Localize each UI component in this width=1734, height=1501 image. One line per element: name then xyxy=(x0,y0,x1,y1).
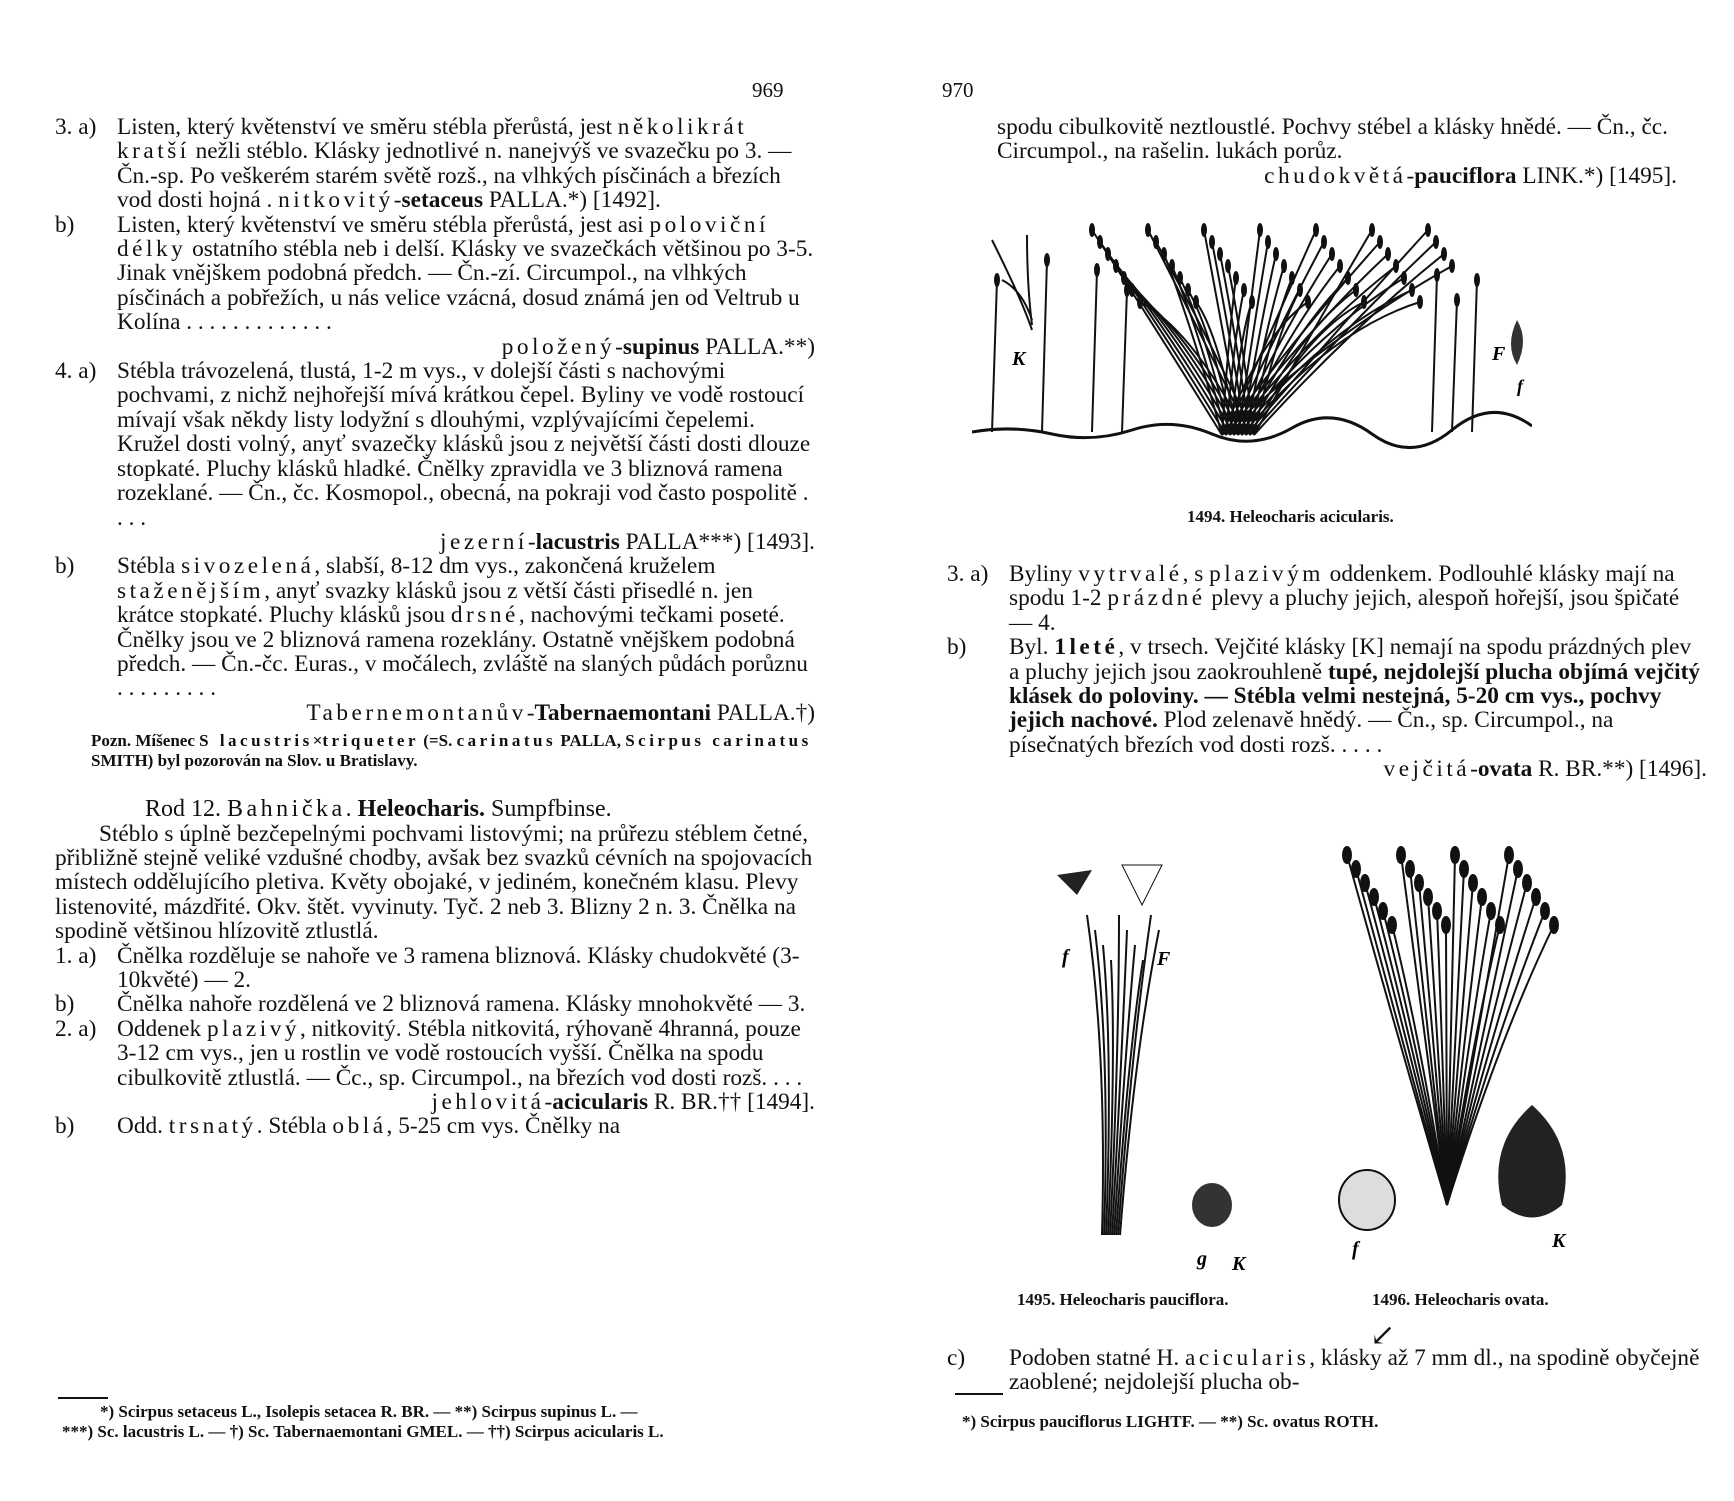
figure-letter-g: g xyxy=(1197,1248,1207,1270)
entry-label: b) xyxy=(55,553,75,580)
entry-text: Oddenek plazivý, nitkovitý. Stébla nitkovitá, rýhovaně 4hranná, pouze 3-12 cm vys., jen u rostlin ve vodě rostoucích vyšší. Čnělka na spodu cibulkovitě ztlustlá. — Čc., sp. Circumpol., na březích vod dosti rozš. . . . jehlovitá-acicularis R. BR.†† [1494]. xyxy=(117,1015,815,1116)
footnote-rule-right xyxy=(955,1393,1003,1395)
entry-label: 2. a) xyxy=(55,1015,97,1042)
arrow-mark: ↙ xyxy=(1370,1319,1396,1352)
key-entry xyxy=(55,554,815,725)
figure-1494-heleocharis-acicularis xyxy=(972,220,1532,500)
entry-text: Stébla sivozelená, slabší, 8-12 dm vys., zakončená kruželem staženějším, anyť svazky klásků jsou z větší části přisedlé n. jen krátce stopkaté. Pluchy klásků jsou drsné, nachovými tečkami poseté. Čnělky jsou ve 2 bliznová ramena rozeklány. Ostatně vnějškem podobná předch. — Čn.-čc. Euras., v močálech, zvláště na slaných půdách porůznu . . . . . . . . . Tabernemontanův-Tabernaemontani PALLA.†) xyxy=(117,553,815,726)
key-entry xyxy=(55,1017,815,1115)
entry-text: Čnělka rozděluje se nahoře ve 3 ramena bliznová. Klásky chudokvěté (3-10květé) — 2. xyxy=(117,942,800,993)
entry-label: 3. a) xyxy=(947,561,989,587)
page-number-right: 970 xyxy=(942,78,974,102)
figure-letter-F-1495: F xyxy=(1157,948,1171,970)
entry-text: Stébla trávozelená, tlustá, 1-2 m vys., v dolejší části s nachovými pochvami, z nichž nejhořejší mívá krátkou čepel. Byliny ve vodě rostoucí mívají však někdy listy lodyžní s dlouhými, vzplývajícími čepelemi. Kružel dosti volný, anyť svazečky klásků jsou z největší části dosti dlouze stopkaté. Pluchy klásků hladké. Čnělky zpravidla ve 3 bliznová ramena rozeklané. — Čn., čc. Kosmopol., obecná, na pokraji vod často pospolitě . . . . jezerní-lacustris PALLA***) [1493]. xyxy=(117,358,815,555)
footnote-line-2: ***) Sc. lacustris L. — †) Sc. Tabernaemontani GMEL. — ††) Scirpus acicularis L. xyxy=(62,1422,664,1441)
entry-text: Byliny vytrvalé, s plazivým oddenkem. Podlouhlé klásky mají na spodu 1-2 prázdné plevy a pluchy jejich, alespoň hořejší, jsou špičaté — 4. xyxy=(1009,561,1680,636)
key-entry xyxy=(55,213,815,359)
genus-description: Stéblo s úplně bezčepelnými pochvami listovými; na průřezu stéblem četné, přibližně stejně veliké vzdušné chodby, avšak bez svazků cévních na spojovacích místech oddělujícího pletiva. Květy obojaké, v jediném, konečném klasu. Plevy listenovité, mázdřité. Okv. štět. vyvinuty. Tyč. 2 neb 3. Blizny 2 n. 3. Čnělka na spodině většinou hlízovitě ztlustlá. xyxy=(55,820,813,945)
figure-letter-F: F xyxy=(1492,343,1506,365)
entry-text: Listen, který květenství ve směru stébla přerůstá, jest asi poloviční délky ostatního stébla neb i delší. Klásky ve svazečkách většinou po 3-5. Jinak vnějškem podobná předch. — Čn.-zí. Circumpol., na vlhkých písčinách a pobřežích, u nás velice vzácná, dosud známá jen od Veltrub u Kolína . . . . . . . . . . . . . položený-supinus PALLA.**) xyxy=(117,211,815,360)
entry-label: c) xyxy=(947,1345,966,1371)
caption-1495: 1495. Heleocharis pauciflora. xyxy=(1017,1290,1229,1309)
footnote-line-1: *) Scirpus setaceus L., Isolepis setacea R. BR. — **) Scirpus supinus L. — xyxy=(100,1402,638,1421)
entry-label: b) xyxy=(55,211,75,238)
caption-1496: 1496. Heleocharis ovata. xyxy=(1372,1290,1549,1309)
key-entry xyxy=(55,1114,815,1138)
figure-1496-heleocharis-ovata xyxy=(1307,835,1607,1275)
key-entry xyxy=(55,992,815,1016)
key-entries-scirpus xyxy=(55,115,815,725)
entry-label: 1. a) xyxy=(55,942,97,969)
figure-1495-heleocharis-pauciflora xyxy=(1047,855,1307,1275)
figure-letter-f-1495: f xyxy=(1062,946,1069,968)
figure-letter-f: f xyxy=(1517,376,1523,396)
figure-letter-K-1495: K xyxy=(1232,1253,1246,1275)
continuation-text: spodu cibulkovitě neztloustlé. Pochvy stébel a klásky hnědé. — Čn., čc. Circumpol., na rašelin. lukách porůz. chudokvětá-pauciflora LINK.*) [1495]. xyxy=(997,114,1677,189)
entry-text: Odd. trsnatý. Stébla oblá, 5-25 cm vys. Čnělky na xyxy=(117,1113,621,1140)
entry-c xyxy=(947,1346,1707,1395)
key-entry xyxy=(55,115,815,213)
entry-text: Čnělka nahoře rozdělená ve 2 bliznová ramena. Klásky mnohokvěté — 3. xyxy=(117,991,806,1018)
entry-text: Byl. 1leté, v trsech. Vejčité klásky [K] nemají na spodu prázdných plev a pluchy jejich jsou zaokrouhleně tupé, nejdolejší plucha objímá vejčitý klásek do poloviny. — Stébla velmi nestejná, 5-20 cm vys., pochvy jejich nachové. Plod zelenavě hnědý. — Čn., sp. Circumpol., na písečnatých březích vod dosti rozš. . . . . vejčitá-ovata R. BR.**) [1496]. xyxy=(1009,634,1707,783)
entry-label: b) xyxy=(947,634,967,661)
key-entries-right xyxy=(947,562,1707,782)
key-entries-heleocharis xyxy=(55,944,815,1139)
hybrid-note: Pozn. Míšenec S lacustris×triqueter (=S. carinatus PALLA, Scirpus carinatus SMITH) byl pozorován na Slov. u Bratislavy. xyxy=(91,731,812,771)
key-entry xyxy=(947,635,1707,781)
key-entry xyxy=(55,359,815,554)
footnote-right: *) Scirpus pauciflorus LIGHTF. — **) Sc. ovatus ROTH. xyxy=(962,1412,1379,1431)
genus-heading: Rod 12. Bahnička. Heleocharis. Sumpfbinse. xyxy=(145,796,612,823)
page-number-left: 969 xyxy=(752,78,784,102)
figure-letter-K: K xyxy=(1012,348,1026,370)
entry-label: b) xyxy=(55,991,75,1018)
key-entry xyxy=(55,944,815,993)
entry-label: b) xyxy=(55,1113,75,1140)
footnote-rule xyxy=(58,1397,108,1399)
entry-label: 4. a) xyxy=(55,358,97,385)
figure-letter-K-1496: K xyxy=(1552,1230,1566,1252)
key-entry xyxy=(947,562,1707,635)
left-text-column xyxy=(55,115,815,1139)
figure-letter-f-1496: f xyxy=(1352,1238,1359,1260)
entry-label: 3. a) xyxy=(55,114,97,140)
entry-text: Listen, který květenství ve směru stébla přerůstá, jest několikrát kratší nežli stéblo. Klásky jednotlivé n. nanejvýš ve svazečku po 3. — Čn.-sp. Po veškerém starém světě rozš., na vlhkých písčinách a březích vod dosti hojná . nitkovitý-setaceus PALLA.*) [1492]. xyxy=(117,114,792,214)
caption-1494: 1494. Heleocharis acicularis. xyxy=(1187,507,1394,526)
entry-text: Podoben statné H. acicularis, klásky až 7 mm dl., na spodině obyčejně zaoblené; nejdolejší plucha ob- xyxy=(1009,1345,1700,1396)
